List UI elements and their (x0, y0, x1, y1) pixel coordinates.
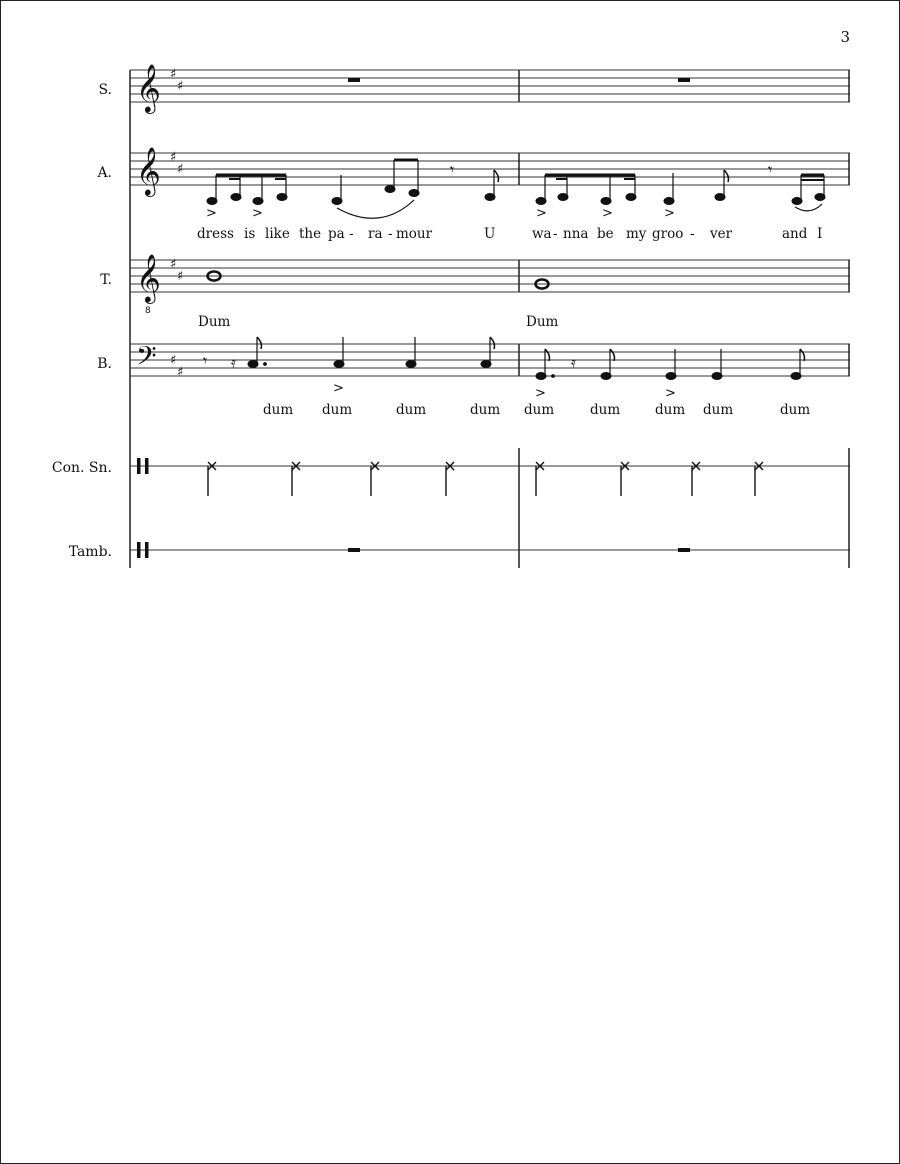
lyric: pa (328, 226, 345, 242)
eighth-rest: 𝄾 (203, 351, 208, 370)
accent-mark: > (535, 386, 546, 401)
staff-label-concert-snare: Con. Sn. (51, 460, 112, 476)
staff-tambourine (69, 542, 850, 560)
lyric: dum (396, 402, 427, 418)
lyric: dum (590, 402, 621, 418)
key-signature-sharps: ♯ (170, 67, 177, 82)
sixteenth-rest: 𝄿 (231, 353, 236, 372)
accent-mark: > (536, 206, 547, 221)
accent-mark: > (206, 206, 217, 221)
staff-label-tenor: T. (100, 272, 112, 288)
staff-concert-snare (52, 458, 850, 496)
lyric: dress (197, 226, 234, 242)
lyric: Dum (526, 314, 559, 330)
staff-label-soprano: S. (98, 82, 112, 98)
lyric: mour (396, 226, 433, 242)
staff-label-bass: B. (97, 356, 112, 372)
lyric: ver (710, 226, 733, 242)
eighth-rest: 𝄾 (768, 160, 773, 179)
eighth-rest: 𝄾 (450, 160, 455, 179)
lyric: like (265, 226, 290, 242)
staff-label-tambourine: Tamb. (68, 544, 112, 560)
lyric: I (817, 226, 823, 242)
lyric: dum (780, 402, 811, 418)
sixteenth-rest: 𝄿 (571, 353, 576, 372)
key-signature-sharps: ♯ (170, 257, 177, 272)
accent-mark: > (665, 386, 676, 401)
lyric: dum (703, 402, 734, 418)
lyric: my (626, 226, 647, 242)
lyric: dum (470, 402, 501, 418)
staff-soprano (98, 63, 850, 114)
key-signature-sharps: ♯ (177, 162, 184, 177)
key-signature-sharps: ♯ (170, 150, 177, 165)
lyric: dum (655, 402, 686, 418)
alto-notes-measure-2 (536, 170, 825, 211)
octave-marker: 8 (145, 306, 151, 316)
lyric: Dum (198, 314, 231, 330)
lyric: and (782, 226, 808, 242)
accent-mark: > (664, 206, 675, 221)
lyric-hyphen: - (690, 226, 695, 242)
lyric: dum (524, 402, 555, 418)
treble-clef-icon: 𝄞 (136, 63, 161, 112)
whole-rest (348, 78, 360, 82)
bass-notes (248, 337, 805, 380)
lyric-hyphen: - (553, 226, 558, 242)
key-signature-sharps: ♯ (177, 269, 184, 284)
whole-rest (678, 548, 690, 552)
key-signature-sharps: ♯ (170, 353, 177, 368)
whole-rest (348, 548, 360, 552)
page-number: 3 (840, 28, 850, 46)
lyric: wa (532, 226, 552, 242)
treble-clef-icon: 𝄞 (136, 146, 161, 195)
staff-tenor (100, 253, 850, 330)
key-signature-sharps: ♯ (177, 365, 184, 380)
lyric: the (299, 226, 322, 242)
lyric-hyphen: - (349, 226, 354, 242)
staff-bass (97, 337, 850, 418)
lyric: dum (322, 402, 353, 418)
lyric: ra (368, 226, 383, 242)
whole-rest (678, 78, 690, 82)
staff-alto (96, 146, 850, 242)
key-signature-sharps: ♯ (177, 79, 184, 94)
lyric: groo (652, 226, 684, 242)
accent-mark: > (602, 206, 613, 221)
lyric: be (597, 226, 614, 242)
staff-label-alto: A. (97, 165, 112, 181)
bass-clef-icon: 𝄢 (136, 340, 157, 378)
accent-mark: > (333, 381, 344, 396)
lyric: dum (263, 402, 294, 418)
lyric: nna (563, 226, 589, 242)
lyric: U (484, 226, 496, 242)
treble-clef-8vb-icon: 𝄞 (136, 253, 161, 302)
lyric: is (244, 226, 256, 242)
snare-x-notes (208, 462, 763, 496)
lyric-hyphen: - (388, 226, 393, 242)
accent-mark: > (252, 206, 263, 221)
